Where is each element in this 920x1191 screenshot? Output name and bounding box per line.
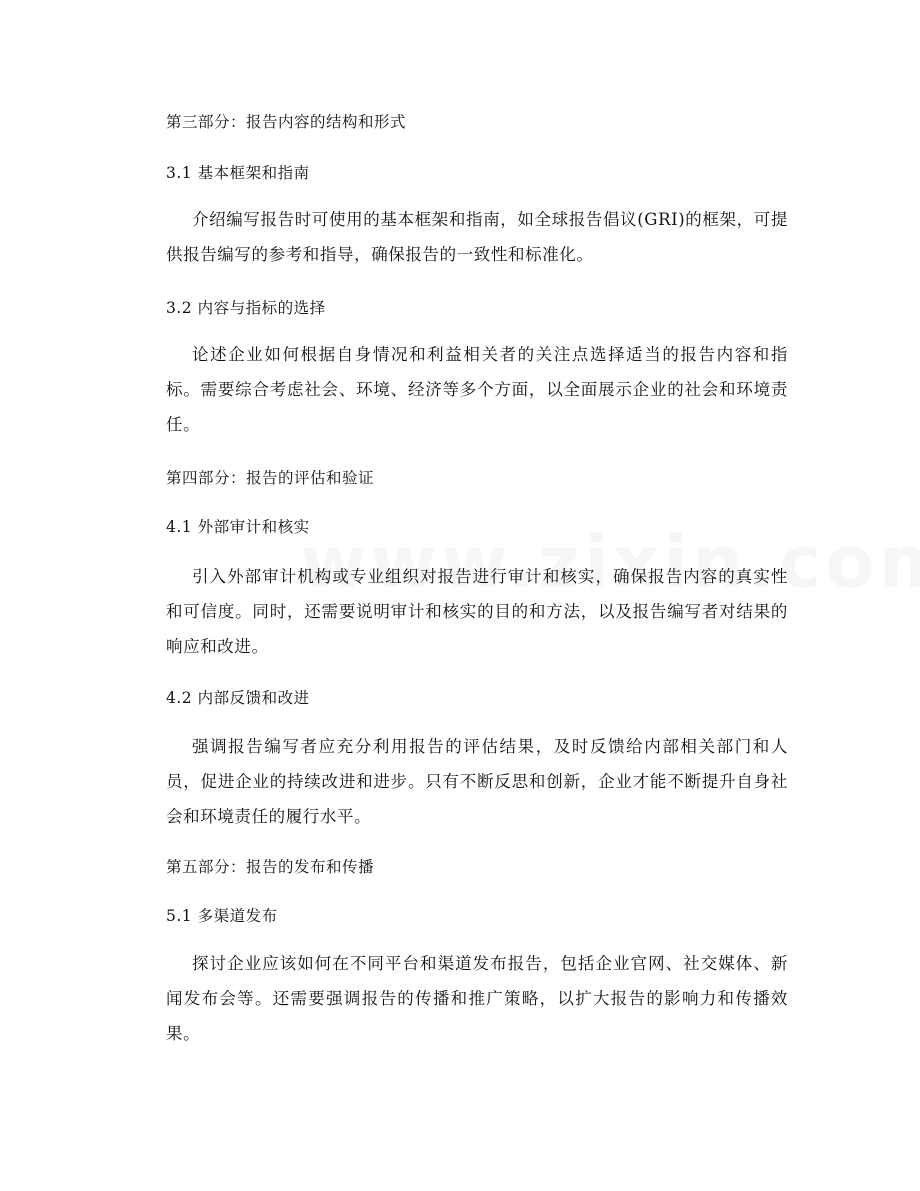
section-4-2-heading: 4.2 内部反馈和改进	[166, 689, 310, 707]
part3-heading: 第三部分：报告内容的结构和形式	[166, 113, 407, 131]
section-4-1-paragraph: 引入外部审计机构或专业组织对报告进行审计和核实，确保报告内容的真实性和可信度。同时，还需要说明审计和核实的目的和方法，以及报告编写者对结果的响应和改进。	[166, 567, 788, 656]
section-4-1-heading: 4.1 外部审计和核实	[166, 518, 310, 536]
section-5-1-heading: 5.1 多渠道发布	[166, 907, 278, 925]
section-3-1-paragraph: 介绍编写报告时可使用的基本框架和指南，如全球报告倡议(GRI)的框架，可提供报告编写的参考和指导，确保报告的一致性和标准化。	[166, 210, 788, 264]
section-3-2-heading: 3.2 内容与指标的选择	[166, 299, 326, 317]
section-3-2-paragraph: 论述企业如何根据自身情况和利益相关者的关注点选择适当的报告内容和指标。需要综合考虑社会、环境、经济等多个方面，以全面展示企业的社会和环境责任。	[166, 345, 788, 434]
section-3-1-heading: 3.1 基本框架和指南	[166, 164, 310, 182]
part4-heading: 第四部分：报告的评估和验证	[166, 469, 375, 487]
section-4-2-paragraph: 强调报告编写者应充分利用报告的评估结果，及时反馈给内部相关部门和人员，促进企业的持续改进和进步。只有不断反思和创新，企业才能不断提升自身社会和环境责任的履行水平。	[166, 737, 788, 826]
part5-heading: 第五部分：报告的发布和传播	[166, 858, 375, 876]
section-5-1-paragraph: 探讨企业应该如何在不同平台和渠道发布报告，包括企业官网、社交媒体、新闻发布会等。还需要强调报告的传播和推广策略，以扩大报告的影响力和传播效果。	[166, 954, 788, 1043]
